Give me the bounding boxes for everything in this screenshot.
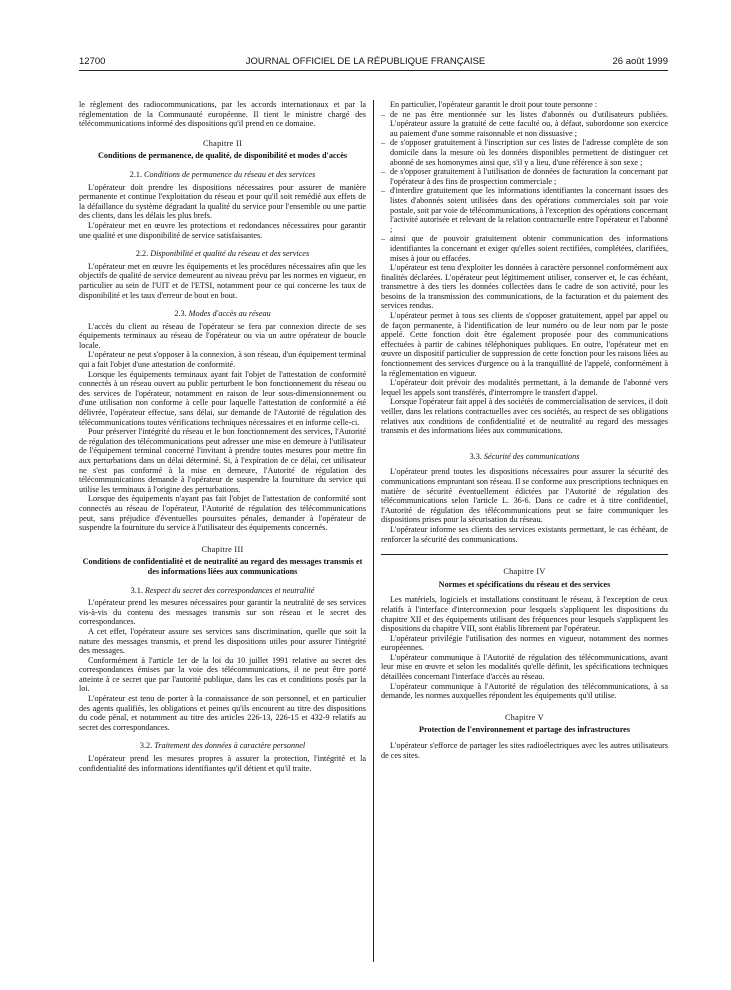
section-number: 3.3. — [469, 451, 482, 461]
section-rule — [381, 554, 668, 555]
chapter-title: Protection de l'environnement et partage des infrastructures — [418, 725, 631, 735]
right-column — [381, 100, 668, 760]
list-item: – d'interdire gratuitement que les informations identifiantes la concernant issues des listes d'abonnés soient utilisées dans des opérations commerciales soit par voie postale, soit par voie de télécommunications, à l'exception des opérations concernant l'activité autorisée et relevant de la relation contractuelle entre l'opérateur et l'abonné ; — [381, 186, 668, 234]
paragraph: L'opérateur communique à l'Autorité de régulation des télécommunications, à sa demande, les normes auxquelles répondent les équipements qu'il utilise. — [381, 681, 668, 701]
left-column — [79, 100, 366, 773]
section-number: 3.1. — [130, 585, 143, 595]
section-title: Sécurité des communications — [483, 451, 580, 461]
paragraph: L'opérateur permet à tous ses clients de s'opposer gratuitement, appel par appel ou de façon permanente, à l'identification de leur numéro ou de leur nom par le poste appelé. Cette fonction doit être également proposée pour des communications effectuées à partir de cabines téléphoniques publiques. En outre, l'opérateur met en œuvre un dispositif particulier de suppression de cette fonction pour les raisons liées au fonctionnement des services d'urgence ou à la tranquillité de l'appelé, conformément à la réglementation en vigueur. — [381, 311, 668, 378]
paragraph: A cet effet, l'opérateur assure ses services sans discrimination, quelle que soit la nature des messages transmis, et prend les dispositions utiles pour assurer l'intégrité des messages. — [79, 626, 366, 656]
list-item: – ainsi que de pouvoir gratuitement obtenir communication des informations identifiantes la concernant et exiger qu'elles soient rectifiées, complétées, clarifiées, mises à jour ou effacées. — [381, 234, 668, 263]
paragraph: L'opérateur est tenu de porter à la connaissance de son personnel, et en particulier des agents qualifiés, les obligations et peines qu'ils encourent au titre des dispositions du code pénal, et notamment au titre des articles 226-13, 226-15 et 432-9 relatifs au secret des correspondances. — [79, 694, 366, 732]
paragraph: L'opérateur met en œuvre les protections et redondances nécessaires pour garantir une qualité et une disponibilité de service satisfaisantes. — [79, 220, 366, 240]
rights-list — [381, 110, 668, 264]
paragraph: Lorsque l'opérateur fait appel à des sociétés de commercialisation de services, il doit veiller, dans les relations contractuelles avec ces sociétés, au respect de ses obligations relatives aux conditions de confidentialité et de neutralité au regard des messages transmis et des informations liées aux communications. — [381, 397, 668, 436]
list-item: – de ne pas être mentionnée sur les listes d'abonnés ou d'utilisateurs publiées. L'opérateur assure la gratuité de cette faculté ou, à défaut, subordonne son exercice au paiement d'une somme raisonnable et non dissuasive ; — [381, 110, 668, 139]
section-title: Traitement des données à caractère personnel — [154, 741, 306, 751]
paragraph: Lorsque les équipements terminaux ayant fait l'objet de l'attestation de conformité connectés à un réseau ouvert au public perturbent le bon fonctionnement du réseau ou des services de l'opérateur, notamment en raison de leur sous-dimensionnement ou d'une utilisation non conforme à celle pour laquelle l'attestation de conformité a été délivrée, l'opérateur effectue, sans délai, sur demande de l'Autorité de régulation des télécommunications toutes vérifications techniques nécessaires et en informe celle-ci. — [79, 369, 366, 427]
paragraph: L'opérateur prend toutes les dispositions nécessaires pour assurer la sécurité des communications empruntant son réseau. Il se conforme aux prescriptions techniques en matière de sécurité éventuellement édictées par l'Autorité de régulation des télécommunications selon l'article L. 36-6. Dans ce cadre et à titre confidentiel, l'Autorité de régulation des télécommunications peut se faire communiquer les dispositions prises pour la sécurisation du réseau. — [381, 467, 668, 525]
column-separator — [373, 100, 374, 962]
page-number: 12700 — [79, 56, 106, 67]
paragraph: Conformément à l'article 1er de la loi du 10 juillet 1991 relative au secret des correspondances émises par la voie des télécommunications, il ne peut être porté atteinte à ce secret que par l'autorité publique, dans les cas et conditions posés par la loi. — [79, 655, 366, 694]
list-item: – de s'opposer gratuitement à l'inscription sur ces listes de l'adresse complète de son domicile dans la mesure où les données disponibles permettent de distinguer cet abonné de ses homonymes ainsi que, s'il y a lieu, d'une référence à son sexe ; — [381, 138, 668, 167]
paragraph: L'accès du client au réseau de l'opérateur se fera par connexion directe de ses équipements terminaux au réseau de l'opérateur ou via un autre opérateur de boucle locale. — [79, 321, 366, 350]
section-heading — [381, 452, 668, 462]
paragraph: L'opérateur communique à l'Autorité de régulation des télécommunications, avant leur mise en œuvre et selon les modalités qu'elle définit, les spécifications techniques détaillées concernant l'interface d'accès au réseau. — [381, 652, 668, 682]
section-heading — [79, 170, 366, 180]
paragraph: Pour préserver l'intégrité du réseau et le bon fonctionnement des services, l'Autorité de régulation des télécommunications peut adresser une mise en demeure à l'utilisateur de l'équipement terminal concerné l'invitant à prendre toutes mesures pour mettre fin aux perturbations dans un délai déterminé. Si, à l'expiration de ce délai, cet utilisateur ne s'est pas conformé à la mise en demeure, l'Autorité de régulation des télécommunications demande à l'opérateur de suspendre la fourniture du service qui utilise les terminaux à l'origine des perturbations. — [79, 427, 366, 494]
header-rule — [79, 70, 668, 71]
paragraph: L'opérateur s'efforce de partager les sites radioélectriques avec les autres utilisateurs de ces sites. — [381, 741, 668, 760]
paragraph: Les matériels, logiciels et installations constituant le réseau, à l'exception de ceux relatifs à l'interface d'interconnexion pour lesquels s'appliquent les dispositions du chapitre XII et des équipements utilisant des fréquences pour lesquels s'appliquent les dispositions du chapitre VIII, sont établis librement par l'opérateur. — [381, 595, 668, 634]
section-heading — [79, 309, 366, 319]
paragraph: L'opérateur prend les mesures nécessaires pour garantir la neutralité de ses services vis-à-vis du contenu des messages transmis sur son réseau et le secret des correspondances. — [79, 598, 366, 627]
list-item: – de s'opposer gratuitement à l'utilisation de données de facturation la concernant par l'opérateur à des fins de prospection commerciale ; — [381, 167, 668, 186]
paragraph: L'opérateur informe ses clients des services existants permettant, le cas échéant, de renforcer la sécurité des communications. — [381, 524, 668, 544]
paragraph: le règlement des radiocommunications, par les accords internationaux et par la réglementation de la Communauté européenne. Il tient le ministre chargé des télécommunications informé des dispositions qu'il prend en ce domaine. — [79, 100, 366, 129]
paragraph: L'opérateur doit prendre les dispositions nécessaires pour assurer de manière permanente et continue l'exploitation du réseau et pour qu'il soit remédié aux effets de la défaillance du système dégradant la qualité du service pour l'ensemble ou une partie des clients, dans les délais les plus brefs. — [79, 182, 366, 221]
section-number: 2.3. — [174, 309, 187, 319]
page-header — [0, 56, 731, 70]
journal-title: JOURNAL OFFICIEL DE LA RÉPUBLIQUE FRANÇAISE — [245, 56, 486, 67]
paragraph: L'opérateur doit prévoir des modalités permettant, à la demande de l'abonné vers lequel les appels sont transférés, d'interrompre le transfert d'appel. — [381, 378, 668, 397]
section-title: Respect du secret des correspondances et neutralité — [144, 585, 315, 595]
paragraph: L'opérateur est tenu d'exploiter les données à caractère personnel conformément aux finalités déclarées. L'opérateur peut légitimement utiliser, conserver et, le cas échéant, transmettre à des tiers les données collectées dans le cadre de son activité, pour les besoins de la transmission des communications, de la facturation et du paiement des services rendus. — [381, 263, 668, 311]
chapter-title: Conditions de confidentialité et de neutralité au regard des messages transmis et des informations liées aux communications — [82, 557, 363, 576]
section-heading — [79, 586, 366, 596]
chapter-heading: Chapitre III — [201, 544, 244, 554]
section-number: 2.1. — [129, 169, 142, 179]
paragraph: En particulier, l'opérateur garantit le droit pour toute personne : — [390, 100, 598, 109]
issue-date: 26 août 1999 — [612, 56, 668, 67]
chapter-title: Conditions de permanence, de qualité, de disponibilité et modes d'accès — [97, 151, 348, 161]
section-number: 3.2. — [139, 741, 153, 751]
chapter-heading: Chapitre II — [203, 138, 242, 148]
paragraph: L'opérateur prend les mesures propres à assurer la protection, l'intégrité et la confidentialité des informations identifiantes qu'il détient et qu'il traite. — [79, 754, 366, 773]
paragraph: L'opérateur met en œuvre les équipements et les procédures nécessaires afin que les objectifs de qualité de service demeurent au niveau prévu par les normes en vigueur, en particulier au sein de l'UIT et de l'ETSI, notamment pour ce qui concerne les taux de disponibilité et les taux d'erreur de bout en bout. — [79, 261, 366, 300]
chapter-heading: Chapitre IV — [503, 567, 546, 577]
paragraph: Lorsque des équipements n'ayant pas fait l'objet de l'attestation de conformité sont connectés au réseau de l'opérateur, l'Autorité de régulation des télécommunications peut, sans préjudice d'éventuelles poursuites pénales, demander à l'opérateur de suspendre la fourniture du service à l'utilisateur des équipements concernés. — [79, 494, 366, 533]
section-title: Disponibilité et qualité du réseau et des services — [150, 249, 310, 259]
section-title: Conditions de permanence du réseau et des services — [144, 169, 316, 179]
chapter-heading: Chapitre V — [504, 712, 544, 722]
section-heading — [79, 249, 366, 259]
section-number: 2.2. — [135, 249, 149, 259]
section-title: Modes d'accès au réseau — [188, 309, 271, 319]
paragraph: L'opérateur privilégie l'utilisation des normes en vigueur, notamment des normes européennes. — [381, 633, 668, 653]
chapter-title: Normes et spécifications du réseau et des services — [438, 579, 611, 589]
section-heading — [79, 741, 366, 751]
paragraph: L'opérateur ne peut s'opposer à la connexion, à son réseau, d'un équipement terminal qui a fait l'objet d'une attestation de conformité. — [79, 350, 366, 370]
